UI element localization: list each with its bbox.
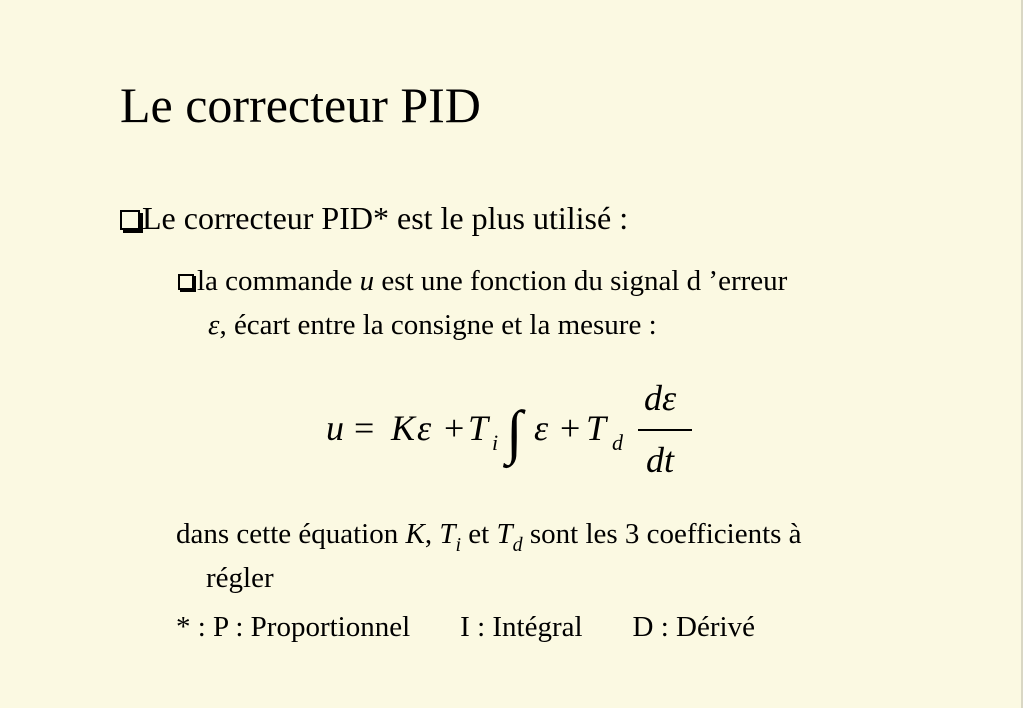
variable-epsilon: ε bbox=[208, 309, 220, 341]
eq-td: T bbox=[586, 408, 607, 448]
bullet-level-1 bbox=[120, 200, 628, 237]
slide-title: Le correcteur PID bbox=[120, 77, 481, 133]
eq-td-subscript: d bbox=[612, 430, 623, 455]
eq-integral: ∫ bbox=[506, 399, 523, 465]
bullet-level-2 bbox=[178, 259, 978, 347]
footnote-i: I : Intégral bbox=[460, 611, 583, 643]
eq-ti: T bbox=[468, 408, 489, 448]
eq-epsilon: ε bbox=[534, 408, 549, 448]
eq-equals: = bbox=[354, 408, 375, 448]
checkbox-bullet-icon bbox=[178, 274, 194, 290]
footnote-p: * : P : Proportionnel bbox=[176, 611, 411, 643]
footnote bbox=[176, 611, 755, 644]
coefficients-line-2: régler bbox=[206, 562, 274, 594]
checkbox-bullet-icon bbox=[120, 210, 140, 230]
variable-u: u bbox=[359, 265, 375, 297]
eq-plus: + bbox=[444, 408, 465, 448]
eq-k: K bbox=[391, 408, 416, 448]
bullet-level-1-text: Le correcteur PID* est le plus utilisé : bbox=[142, 200, 629, 236]
footnote-d: D : Dérivé bbox=[632, 611, 755, 643]
eq-u: u bbox=[326, 408, 344, 448]
eq-fraction-denominator: dt bbox=[646, 440, 675, 480]
eq-plus: + bbox=[560, 408, 581, 448]
pid-equation bbox=[320, 380, 720, 490]
eq-ti-subscript: i bbox=[492, 430, 499, 455]
coefficients-line-1: dans cette équation K, $T_i$ et $T_d$ sont les 3 coefficients à bbox=[176, 518, 802, 556]
bullet-level-2-line-2: ε, écart entre la consigne et la mesure : bbox=[208, 309, 657, 341]
coefficients-text bbox=[176, 512, 996, 600]
eq-fraction-numerator: dε bbox=[644, 380, 677, 418]
eq-epsilon: ε bbox=[417, 408, 432, 448]
bullet-level-2-line-1: la commande u est une fonction du signal d ’erreur bbox=[178, 259, 978, 303]
